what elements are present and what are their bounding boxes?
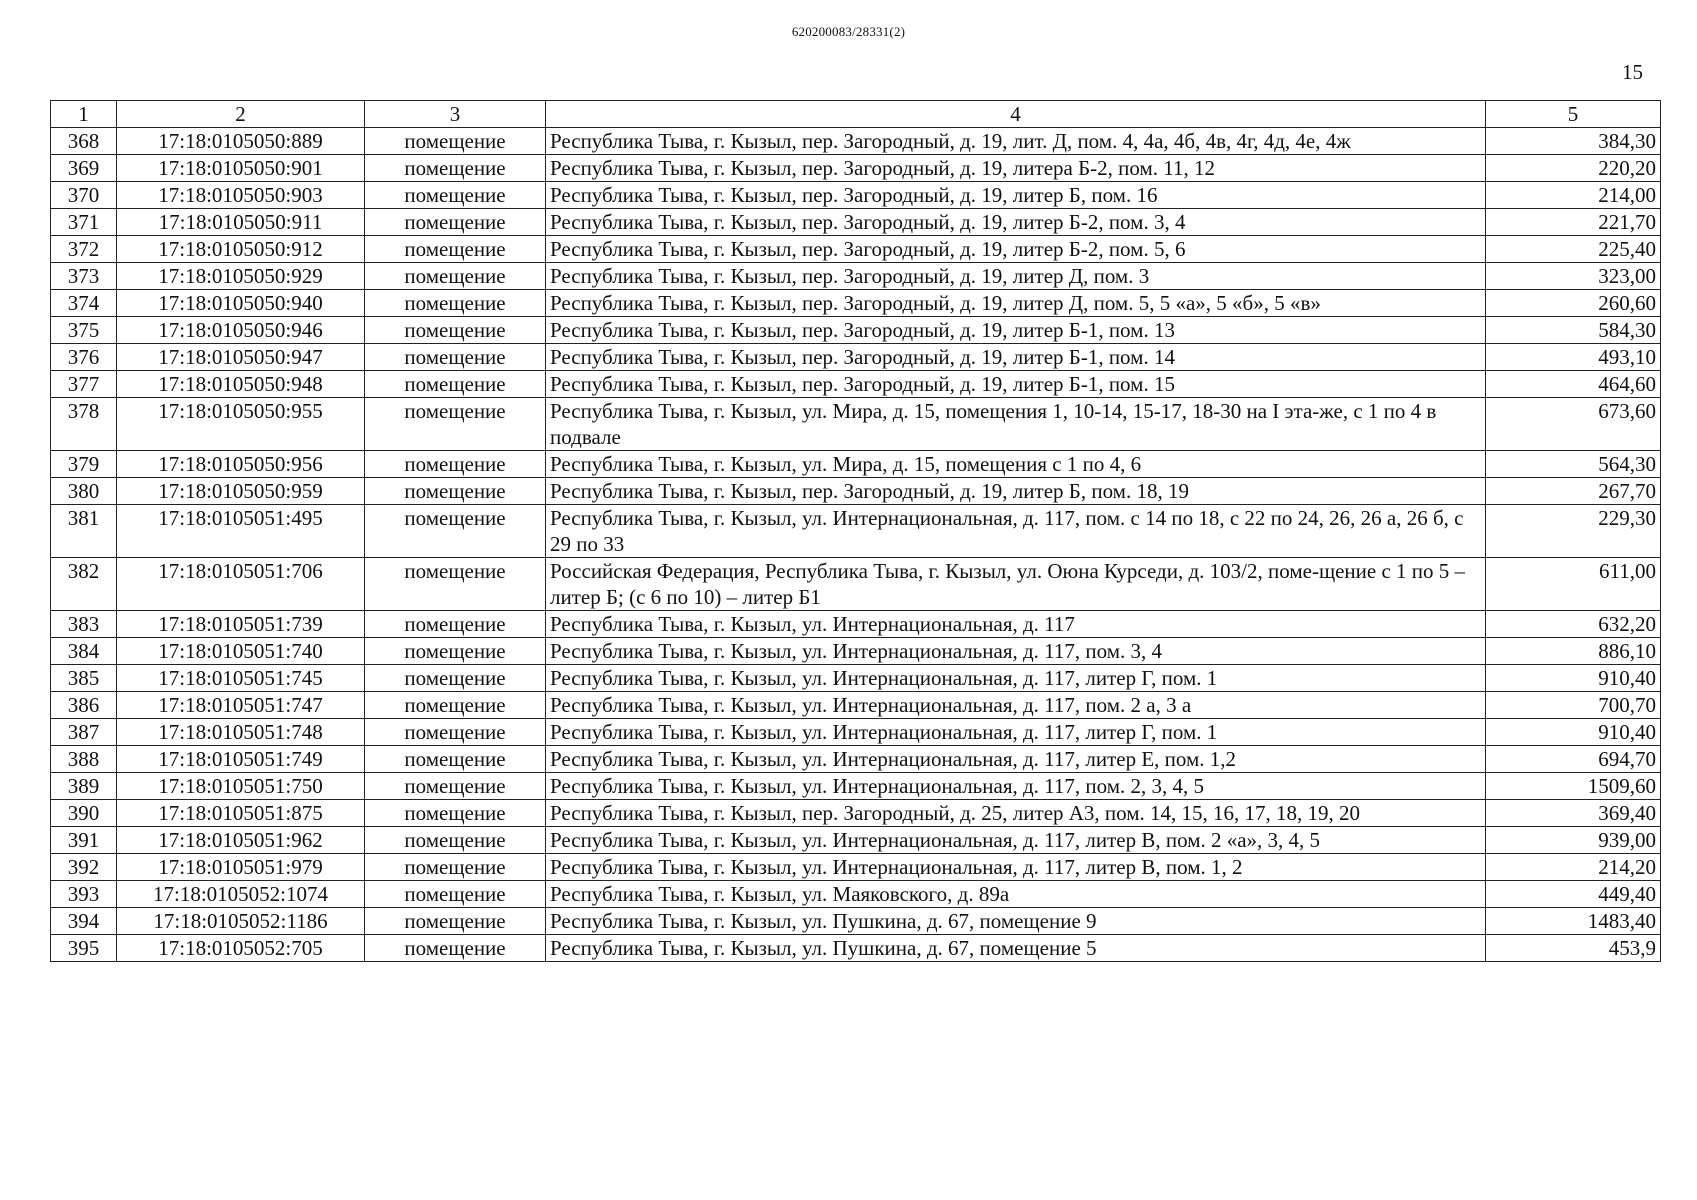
row-number: 390 <box>51 800 117 827</box>
area-value: 220,20 <box>1486 155 1661 182</box>
cadastral-number: 17:18:0105050:956 <box>117 451 365 478</box>
object-type: помещение <box>365 558 546 611</box>
cadastral-number: 17:18:0105050:947 <box>117 344 365 371</box>
address: Республика Тыва, г. Кызыл, пер. Загородный, д. 19, литер Б-1, пом. 14 <box>546 344 1486 371</box>
cadastral-number: 17:18:0105051:962 <box>117 827 365 854</box>
object-type: помещение <box>365 505 546 558</box>
table-row <box>51 881 1661 908</box>
column-header-5: 5 <box>1486 101 1661 128</box>
area-value: 384,30 <box>1486 128 1661 155</box>
area-value: 694,70 <box>1486 746 1661 773</box>
table-row <box>51 773 1661 800</box>
address: Республика Тыва, г. Кызыл, пер. Загородный, д. 19, литер Б-2, пом. 5, 6 <box>546 236 1486 263</box>
document-id: 620200083/28331(2) <box>791 24 906 39</box>
row-number: 394 <box>51 908 117 935</box>
column-header-3: 3 <box>365 101 546 128</box>
address: Республика Тыва, г. Кызыл, пер. Загородный, д. 19, литер Б, пом. 16 <box>546 182 1486 209</box>
area-value: 632,20 <box>1486 611 1661 638</box>
object-type: помещение <box>365 719 546 746</box>
row-number: 375 <box>51 317 117 344</box>
cadastral-number: 17:18:0105050:912 <box>117 236 365 263</box>
address: Республика Тыва, г. Кызыл, ул. Интернациональная, д. 117, пом. 3, 4 <box>546 638 1486 665</box>
cadastral-number: 17:18:0105050:889 <box>117 128 365 155</box>
table-row <box>51 935 1661 962</box>
cadastral-number: 17:18:0105050:929 <box>117 263 365 290</box>
row-number: 393 <box>51 881 117 908</box>
row-number: 389 <box>51 773 117 800</box>
area-value: 939,00 <box>1486 827 1661 854</box>
address: Республика Тыва, г. Кызыл, пер. Загородный, д. 19, литер Б, пом. 18, 19 <box>546 478 1486 505</box>
address: Республика Тыва, г. Кызыл, ул. Интернациональная, д. 117 <box>546 611 1486 638</box>
table-row <box>51 209 1661 236</box>
area-value: 910,40 <box>1486 665 1661 692</box>
row-number: 383 <box>51 611 117 638</box>
area-value: 229,30 <box>1486 505 1661 558</box>
cadastral-number: 17:18:0105050:940 <box>117 290 365 317</box>
cadastral-number: 17:18:0105051:706 <box>117 558 365 611</box>
area-value: 910,40 <box>1486 719 1661 746</box>
object-type: помещение <box>365 854 546 881</box>
address: Республика Тыва, г. Кызыл, ул. Пушкина, д. 67, помещение 9 <box>546 908 1486 935</box>
property-registry-table <box>50 100 1661 962</box>
object-type: помещение <box>365 692 546 719</box>
table-row <box>51 236 1661 263</box>
object-type: помещение <box>365 800 546 827</box>
cadastral-number: 17:18:0105052:705 <box>117 935 365 962</box>
column-header-1: 1 <box>51 101 117 128</box>
cadastral-number: 17:18:0105050:955 <box>117 398 365 451</box>
cadastral-number: 17:18:0105050:959 <box>117 478 365 505</box>
area-value: 611,00 <box>1486 558 1661 611</box>
address: Республика Тыва, г. Кызыл, ул. Интернациональная, д. 117, пом. 2 а, 3 а <box>546 692 1486 719</box>
address: Республика Тыва, г. Кызыл, ул. Мира, д. 15, помещения 1, 10-14, 15-17, 18-30 на I эта-же, с 1 по 4 в подвале <box>546 398 1486 451</box>
area-value: 260,60 <box>1486 290 1661 317</box>
object-type: помещение <box>365 881 546 908</box>
cadastral-number: 17:18:0105050:903 <box>117 182 365 209</box>
table-row <box>51 746 1661 773</box>
area-value: 564,30 <box>1486 451 1661 478</box>
row-number: 370 <box>51 182 117 209</box>
table-header <box>51 101 1661 128</box>
area-value: 700,70 <box>1486 692 1661 719</box>
row-number: 372 <box>51 236 117 263</box>
object-type: помещение <box>365 398 546 451</box>
cadastral-number: 17:18:0105050:901 <box>117 155 365 182</box>
table-row <box>51 558 1661 611</box>
row-number: 373 <box>51 263 117 290</box>
area-value: 214,20 <box>1486 854 1661 881</box>
row-number: 374 <box>51 290 117 317</box>
row-number: 384 <box>51 638 117 665</box>
area-value: 886,10 <box>1486 638 1661 665</box>
area-value: 267,70 <box>1486 478 1661 505</box>
table-row <box>51 827 1661 854</box>
row-number: 382 <box>51 558 117 611</box>
table-row <box>51 478 1661 505</box>
cadastral-number: 17:18:0105051:739 <box>117 611 365 638</box>
object-type: помещение <box>365 155 546 182</box>
address: Республика Тыва, г. Кызыл, пер. Загородный, д. 19, литер Б-1, пом. 13 <box>546 317 1486 344</box>
row-number: 395 <box>51 935 117 962</box>
row-number: 377 <box>51 371 117 398</box>
address: Республика Тыва, г. Кызыл, ул. Интернациональная, д. 117, литер Г, пом. 1 <box>546 719 1486 746</box>
object-type: помещение <box>365 290 546 317</box>
object-type: помещение <box>365 935 546 962</box>
row-number: 380 <box>51 478 117 505</box>
area-value: 464,60 <box>1486 371 1661 398</box>
cadastral-number: 17:18:0105052:1186 <box>117 908 365 935</box>
object-type: помещение <box>365 263 546 290</box>
object-type: помещение <box>365 128 546 155</box>
row-number: 392 <box>51 854 117 881</box>
row-number: 369 <box>51 155 117 182</box>
address: Республика Тыва, г. Кызыл, ул. Интернациональная, д. 117, пом. 2, 3, 4, 5 <box>546 773 1486 800</box>
address: Республика Тыва, г. Кызыл, ул. Интернациональная, д. 117, литер Г, пом. 1 <box>546 665 1486 692</box>
table-row <box>51 638 1661 665</box>
object-type: помещение <box>365 478 546 505</box>
table-row <box>51 854 1661 881</box>
table-row <box>51 398 1661 451</box>
address: Республика Тыва, г. Кызыл, ул. Интернациональная, д. 117, пом. с 14 по 18, с 22 по 24, 26, 26 а, 26 б, с 29 по 33 <box>546 505 1486 558</box>
object-type: помещение <box>365 451 546 478</box>
object-type: помещение <box>365 236 546 263</box>
object-type: помещение <box>365 746 546 773</box>
object-type: помещение <box>365 908 546 935</box>
table-body <box>51 128 1661 962</box>
cadastral-number: 17:18:0105052:1074 <box>117 881 365 908</box>
header-row <box>51 101 1661 128</box>
address: Республика Тыва, г. Кызыл, пер. Загородный, д. 19, литер Б-2, пом. 3, 4 <box>546 209 1486 236</box>
page-number: 15 <box>1622 60 1643 84</box>
row-number: 381 <box>51 505 117 558</box>
area-value: 225,40 <box>1486 236 1661 263</box>
object-type: помещение <box>365 209 546 236</box>
cadastral-number: 17:18:0105050:948 <box>117 371 365 398</box>
object-type: помещение <box>365 827 546 854</box>
area-value: 493,10 <box>1486 344 1661 371</box>
column-header-4: 4 <box>546 101 1486 128</box>
cadastral-number: 17:18:0105051:740 <box>117 638 365 665</box>
row-number: 371 <box>51 209 117 236</box>
table-row <box>51 371 1661 398</box>
cadastral-number: 17:18:0105050:911 <box>117 209 365 236</box>
table-row <box>51 290 1661 317</box>
address: Республика Тыва, г. Кызыл, ул. Мира, д. 15, помещения с 1 по 4, 6 <box>546 451 1486 478</box>
area-value: 221,70 <box>1486 209 1661 236</box>
row-number: 391 <box>51 827 117 854</box>
cadastral-number: 17:18:0105051:495 <box>117 505 365 558</box>
area-value: 323,00 <box>1486 263 1661 290</box>
address: Республика Тыва, г. Кызыл, пер. Загородный, д. 19, литер Д, пом. 5, 5 «а», 5 «б», 5 «в» <box>546 290 1486 317</box>
row-number: 379 <box>51 451 117 478</box>
address: Республика Тыва, г. Кызыл, ул. Интернациональная, д. 117, литер Е, пом. 1,2 <box>546 746 1486 773</box>
row-number: 386 <box>51 692 117 719</box>
table-row <box>51 908 1661 935</box>
object-type: помещение <box>365 773 546 800</box>
table-row <box>51 719 1661 746</box>
address: Республика Тыва, г. Кызыл, пер. Загородный, д. 19, литера Б-2, пом. 11, 12 <box>546 155 1486 182</box>
object-type: помещение <box>365 638 546 665</box>
table-row <box>51 611 1661 638</box>
area-value: 449,40 <box>1486 881 1661 908</box>
object-type: помещение <box>365 182 546 209</box>
table-row <box>51 263 1661 290</box>
address: Республика Тыва, г. Кызыл, пер. Загородный, д. 25, литер А3, пом. 14, 15, 16, 17, 18, 19, 20 <box>546 800 1486 827</box>
object-type: помещение <box>365 317 546 344</box>
cadastral-number: 17:18:0105051:747 <box>117 692 365 719</box>
area-value: 369,40 <box>1486 800 1661 827</box>
address: Российская Федерация, Республика Тыва, г. Кызыл, ул. Оюна Курседи, д. 103/2, поме-щение с 1 по 5 – литер Б; (с 6 по 10) – литер Б1 <box>546 558 1486 611</box>
table-row <box>51 451 1661 478</box>
address: Республика Тыва, г. Кызыл, пер. Загородный, д. 19, литер Д, пом. 3 <box>546 263 1486 290</box>
object-type: помещение <box>365 611 546 638</box>
object-type: помещение <box>365 344 546 371</box>
area-value: 1509,60 <box>1486 773 1661 800</box>
column-header-2: 2 <box>117 101 365 128</box>
row-number: 378 <box>51 398 117 451</box>
cadastral-number: 17:18:0105051:749 <box>117 746 365 773</box>
table-row <box>51 128 1661 155</box>
table-row <box>51 317 1661 344</box>
row-number: 376 <box>51 344 117 371</box>
address: Республика Тыва, г. Кызыл, ул. Маяковского, д. 89а <box>546 881 1486 908</box>
address: Республика Тыва, г. Кызыл, ул. Интернациональная, д. 117, литер В, пом. 1, 2 <box>546 854 1486 881</box>
cadastral-number: 17:18:0105051:748 <box>117 719 365 746</box>
table-row <box>51 155 1661 182</box>
cadastral-number: 17:18:0105051:745 <box>117 665 365 692</box>
address: Республика Тыва, г. Кызыл, ул. Интернациональная, д. 117, литер В, пом. 2 «а», 3, 4, 5 <box>546 827 1486 854</box>
cadastral-number: 17:18:0105051:875 <box>117 800 365 827</box>
cadastral-number: 17:18:0105051:979 <box>117 854 365 881</box>
row-number: 388 <box>51 746 117 773</box>
address: Республика Тыва, г. Кызыл, пер. Загородный, д. 19, литер Б-1, пом. 15 <box>546 371 1486 398</box>
area-value: 584,30 <box>1486 317 1661 344</box>
cadastral-number: 17:18:0105050:946 <box>117 317 365 344</box>
cadastral-number: 17:18:0105051:750 <box>117 773 365 800</box>
object-type: помещение <box>365 371 546 398</box>
area-value: 673,60 <box>1486 398 1661 451</box>
table-row <box>51 665 1661 692</box>
table-row <box>51 505 1661 558</box>
address: Республика Тыва, г. Кызыл, пер. Загородный, д. 19, лит. Д, пом. 4, 4а, 4б, 4в, 4г, 4д, 4е, 4ж <box>546 128 1486 155</box>
row-number: 368 <box>51 128 117 155</box>
object-type: помещение <box>365 665 546 692</box>
address: Республика Тыва, г. Кызыл, ул. Пушкина, д. 67, помещение 5 <box>546 935 1486 962</box>
table-row <box>51 182 1661 209</box>
area-value: 214,00 <box>1486 182 1661 209</box>
row-number: 387 <box>51 719 117 746</box>
table-row <box>51 800 1661 827</box>
table-row <box>51 692 1661 719</box>
table-row <box>51 344 1661 371</box>
area-value: 453,9 <box>1486 935 1661 962</box>
row-number: 385 <box>51 665 117 692</box>
area-value: 1483,40 <box>1486 908 1661 935</box>
